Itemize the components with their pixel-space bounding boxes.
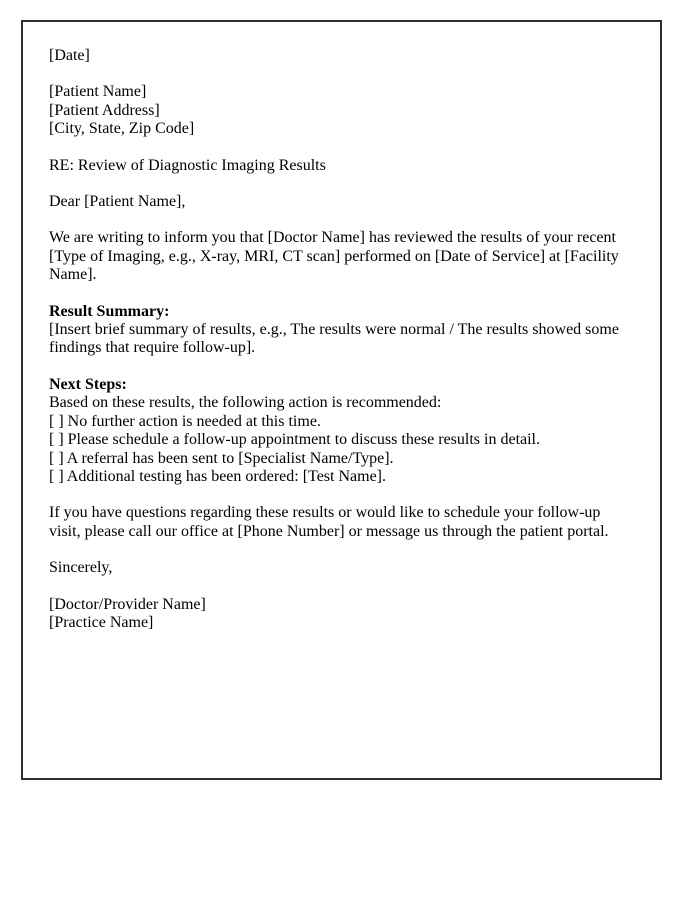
next-steps-heading: Next Steps: [49,375,127,393]
next-steps-option-additional-testing: [ ] Additional testing has been ordered: [Test Name]. [49,467,386,485]
next-steps-intro: Based on these results, the following action is recommended: [49,394,442,412]
result-summary-body: [Insert brief summary of results, e.g., The results were normal / The results showed some findings that require follow-up]. [49,321,619,357]
closing-paragraph: If you have questions regarding these results or would like to schedule your follow-up visit, please call our office at [Phone Number] or message us through the patient portal. [49,504,609,540]
next-steps-option-referral: [ ] A referral has been sent to [Specialist Name/Type]. [49,449,394,467]
recipient-address-line: [Patient Address] [49,101,160,119]
date-line: [Date] [49,47,90,64]
recipient-city-state-zip-line: [City, State, Zip Code] [49,120,195,138]
signoff: Sincerely, [49,559,113,577]
next-steps-option-no-action: [ ] No further action is needed at this time. [49,412,321,430]
next-steps-section [49,376,627,486]
signature-block [49,596,627,633]
recipient-block [49,83,627,138]
letter-page [21,20,662,780]
intro-paragraph: We are writing to inform you that [Doctor Name] has reviewed the results of your recent [Type of Imaging, e.g., X-ray, MRI, CT scan] performed on [Date of Service] at [Facility Name]. [49,229,619,284]
recipient-name-line: [Patient Name] [49,83,147,101]
result-summary-section [49,303,627,358]
signature-practice-name: [Practice Name] [49,613,154,631]
letter-content [23,22,660,632]
subject-line: RE: Review of Diagnostic Imaging Results [49,156,326,174]
signature-provider-name: [Doctor/Provider Name] [49,595,206,613]
result-summary-heading: Result Summary: [49,302,170,320]
salutation: Dear [Patient Name], [49,193,186,211]
next-steps-option-follow-up-appointment: [ ] Please schedule a follow-up appointment to discuss these results in detail. [49,431,540,449]
